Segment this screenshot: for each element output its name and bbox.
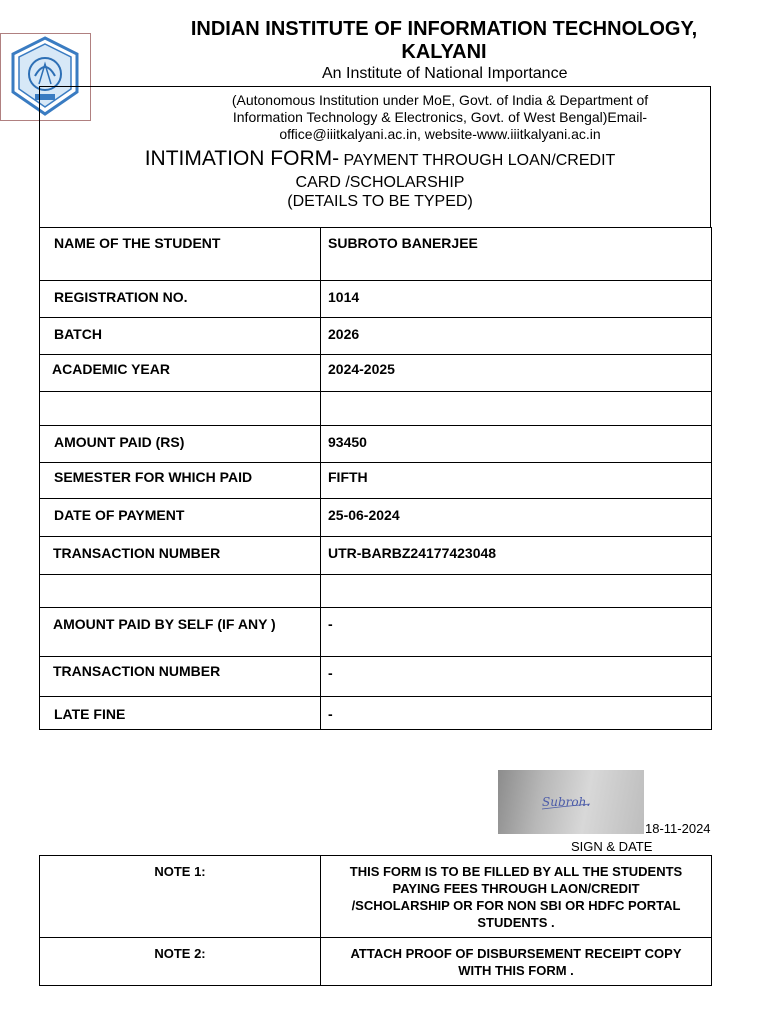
table-row xyxy=(40,499,712,537)
form-title xyxy=(100,147,660,211)
row-value: 2024-2025 xyxy=(321,355,712,392)
table-row xyxy=(40,463,712,499)
row-value: - xyxy=(321,697,712,730)
row-label: AMOUNT PAID BY SELF (IF ANY ) xyxy=(40,608,321,657)
row-label: NAME OF THE STUDENT xyxy=(40,228,321,281)
table-row xyxy=(40,608,712,657)
table-row xyxy=(40,355,712,392)
notes-table xyxy=(39,855,712,986)
signature-handwriting: Subroh. xyxy=(542,795,591,809)
note-row xyxy=(40,938,712,986)
note-label: NOTE 2: xyxy=(40,938,321,986)
signature-image xyxy=(498,770,644,834)
row-value: 93450 xyxy=(321,426,712,463)
form-title-line3: (DETAILS TO BE TYPED) xyxy=(287,193,473,210)
row-value: 1014 xyxy=(321,281,712,318)
row-label: AMOUNT PAID (RS) xyxy=(40,426,321,463)
institute-subtitle: An Institute of National Importance xyxy=(322,65,568,82)
table-row-empty xyxy=(40,392,712,426)
row-label: TRANSACTION NUMBER xyxy=(40,537,321,575)
form-title-line2: CARD /SCHOLARSHIP xyxy=(295,174,465,191)
note-text: ATTACH PROOF OF DISBURSEMENT RECEIPT COPY WITH THIS FORM . xyxy=(321,938,712,986)
table-row xyxy=(40,228,712,281)
table-row xyxy=(40,657,712,697)
row-label: LATE FINE xyxy=(40,697,321,730)
table-row xyxy=(40,318,712,355)
row-value: 2026 xyxy=(321,318,712,355)
row-value: FIFTH xyxy=(321,463,712,499)
row-value: - xyxy=(321,657,712,697)
table-row xyxy=(40,537,712,575)
signature-scribble xyxy=(498,770,644,834)
row-label: TRANSACTION NUMBER xyxy=(40,657,321,697)
row-value: 25-06-2024 xyxy=(321,499,712,537)
note-row xyxy=(40,856,712,938)
form-title-rest: PAYMENT THROUGH LOAN/CREDIT xyxy=(339,152,616,169)
table-row xyxy=(40,697,712,730)
form-title-main: INTIMATION FORM- xyxy=(144,147,340,170)
row-value: SUBROTO BANERJEE xyxy=(321,228,712,281)
row-value: - xyxy=(321,608,712,657)
row-label xyxy=(40,575,321,608)
institute-name: INDIAN INSTITUTE OF INFORMATION TECHNOLOGY, KALYANI xyxy=(190,18,698,63)
row-label xyxy=(40,392,321,426)
row-value: UTR-BARBZ24177423048 xyxy=(321,537,712,575)
note-label: NOTE 1: xyxy=(40,856,321,938)
row-label: DATE OF PAYMENT xyxy=(40,499,321,537)
table-row xyxy=(40,426,712,463)
row-label: REGISTRATION NO. xyxy=(40,281,321,318)
signature-label: SIGN & DATE xyxy=(571,839,653,854)
row-value xyxy=(321,575,712,608)
row-label: BATCH xyxy=(40,318,321,355)
note-text: THIS FORM IS TO BE FILLED BY ALL THE STUDENTS PAYING FEES THROUGH LAON/CREDIT /SCHOLARSHIP OR FOR NON SBI OR HDFC PORTAL STUDENTS . xyxy=(321,856,712,938)
row-label: SEMESTER FOR WHICH PAID xyxy=(40,463,321,499)
row-value xyxy=(321,392,712,426)
details-table xyxy=(39,227,712,730)
table-row-empty xyxy=(40,575,712,608)
table-row xyxy=(40,281,712,318)
institute-address: (Autonomous Institution under MoE, Govt. of India & Department of Information Technology & Electronics, Govt. of West Bengal)Email-office@iiitkalyani.ac.in, website-www.iiitkalyani.ac.in xyxy=(231,92,649,142)
signature-date: 18-11-2024 xyxy=(645,821,711,836)
row-label: ACADEMIC YEAR xyxy=(40,355,321,392)
